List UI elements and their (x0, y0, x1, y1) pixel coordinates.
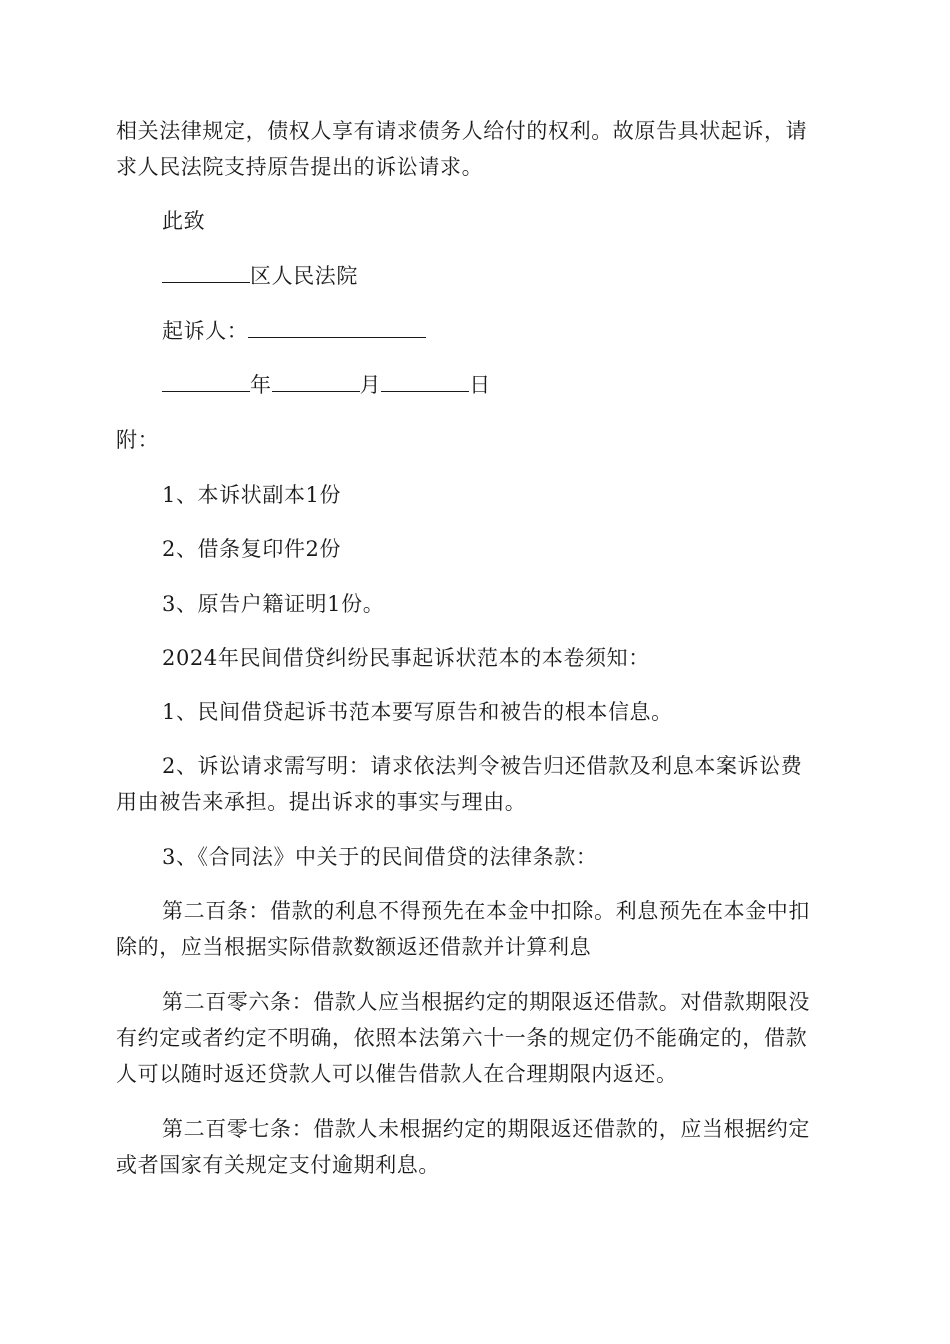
court-name-blank (162, 262, 250, 283)
article-line: 第二百零七条：借款人未根据约定的期限返还借款的，应当根据约定 (162, 1117, 810, 1141)
article-line: 第二百零六条：借款人应当根据约定的期限返还借款。对借款期限没 (162, 990, 810, 1014)
paragraph-line: 相关法律规定，债权人享有请求债务人给付的权利。故原告具状起诉，请 (116, 119, 808, 143)
plaintiff-label: 起诉人： (162, 319, 249, 343)
date-line (162, 371, 491, 399)
attachment-item: 1、本诉状副本1份 (162, 483, 342, 507)
plaintiff-name-blank (248, 317, 426, 338)
month-blank (272, 371, 360, 392)
article-line: 人可以随时返还贷款人可以催告借款人在合理期限内返还。 (116, 1062, 678, 1086)
article-line: 有约定或者约定不明确，依照本法第六十一条的规定仍不能确定的，借款 (116, 1026, 808, 1050)
plaintiff-line (162, 317, 426, 345)
article-line: 除的，应当根据实际借款数额返还借款并计算利息 (116, 935, 592, 959)
salutation: 此致 (162, 209, 206, 233)
note-item-line: 用由被告来承担。提出诉求的事实与理由。 (116, 790, 527, 814)
day-label: 日 (469, 373, 491, 397)
year-label: 年 (250, 373, 272, 397)
notes-title: 2024年民间借贷纠纷民事起诉状范本的本卷须知： (162, 646, 650, 670)
paragraph-line: 求人民法院支持原告提出的诉讼请求。 (116, 155, 484, 179)
court-line (162, 262, 358, 290)
attachment-item: 3、原告户籍证明1份。 (162, 592, 385, 616)
note-item: 1、民间借贷起诉书范本要写原告和被告的根本信息。 (162, 700, 673, 724)
day-blank (381, 371, 469, 392)
note-item: 3、《合同法》中关于的民间借贷的法律条款： (162, 845, 598, 869)
year-blank (162, 371, 250, 392)
attachment-item: 2、借条复印件2份 (162, 537, 342, 561)
attachment-label: 附： (116, 428, 160, 452)
month-label: 月 (359, 373, 382, 397)
note-item-line: 2、诉讼请求需写明：请求依法判令被告归还借款及利息本案诉讼费 (162, 754, 803, 778)
article-line: 第二百条：借款的利息不得预先在本金中扣除。利息预先在本金中扣 (162, 899, 810, 923)
court-suffix: 区人民法院 (250, 264, 358, 288)
article-line: 或者国家有关规定支付逾期利息。 (116, 1153, 440, 1177)
